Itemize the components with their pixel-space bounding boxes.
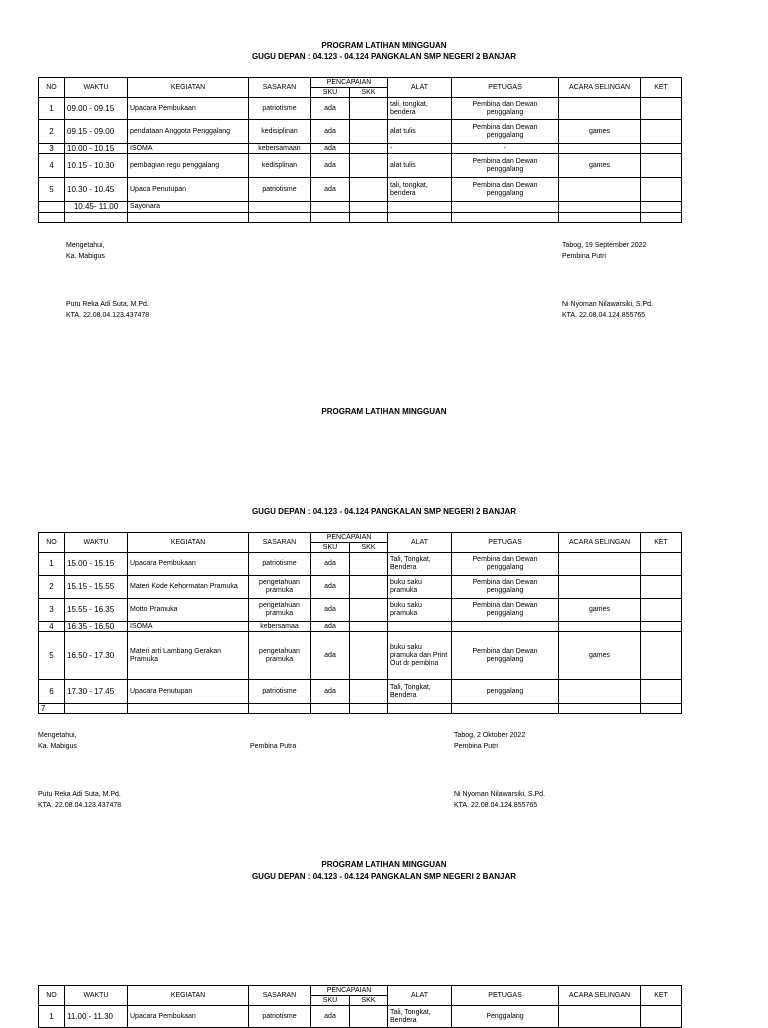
section2-sign-middle [250,741,296,752]
sign-right-kta: KTA. 22.08.04.124.855765 [562,312,646,319]
cell-sku: ada [311,599,350,622]
cell-no: 6 [39,680,65,704]
cell-ket [641,622,682,632]
cell-kegiatan: pendataan Anggota Penggalang [128,120,249,144]
cell-petugas [452,202,559,213]
cell-kegiatan: Upacara Pembukaan [128,553,249,576]
cell-petugas: Pembina dan Dewan penggalang [452,178,559,202]
header-pencapaian: PENCAPAIAN [311,986,388,996]
cell-no [39,202,65,213]
table-row [39,704,682,714]
cell-ket [641,202,682,213]
table-row [39,680,682,704]
table-row [39,178,682,202]
cell-petugas: Pembina dan Dewan penggalang [452,120,559,144]
cell-ket [641,144,682,154]
cell-waktu: 10.00 - 10.15 [65,144,128,154]
sign-left-kta: KTA. 22.08.04.123.437478 [38,802,122,809]
cell-alat: - [388,144,452,154]
table-row [39,553,682,576]
cell-acara [559,144,641,154]
table-row [39,622,682,632]
cell-sasaran [249,704,311,714]
cell-ket [641,120,682,144]
cell-acara [559,622,641,632]
cell-kegiatan: pembagian regu penggalang [128,154,249,178]
section1-title: PROGRAM LATIHAN MINGGUAN [321,41,447,50]
cell-petugas: Pembina dan Dewan penggalang [452,98,559,120]
table-row [39,576,682,599]
schedule-table-1 [38,77,682,223]
cell-acara [559,704,641,714]
cell-no: 1 [39,1006,65,1028]
cell-no: 4 [39,154,65,178]
cell-ket [641,704,682,714]
header-pencapaian: PENCAPAIAN [311,78,388,88]
table-row [39,98,682,120]
cell-kegiatan: Upaca Penutupan [128,178,249,202]
cell-sasaran: kedisplinan [249,154,311,178]
cell-sku: ada [311,632,350,680]
cell-sku: ada [311,553,350,576]
cell-skk [350,1006,388,1028]
cell-alat: Tali, Tongkat, Bendera [388,553,452,576]
cell-sku: ada [311,1006,350,1028]
cell-sku: ada [311,98,350,120]
sign-right-label2: Pembina Putri [454,743,498,750]
header-waktu: WAKTU [65,78,128,98]
cell-ket [641,98,682,120]
header-waktu: WAKTU [65,986,128,1006]
cell-sasaran: patriotisme [249,178,311,202]
sign-middle-label: Pembina Putra [250,743,297,750]
header-sku: SKU [311,88,350,98]
section2-sign-left-name [38,789,121,811]
cell-sku: ada [311,178,350,202]
cell-sasaran: pengetahuan pramuka [249,599,311,622]
header-alat: ALAT [388,533,452,553]
cell-waktu: 09.15 - 09.00 [65,120,128,144]
cell-petugas [452,622,559,632]
sign-right-name: Ni Nyoman Nilawarsiki, S.Pd. [562,301,654,308]
cell-ket [641,680,682,704]
cell-acara [559,98,641,120]
cell-kegiatan: ISOMA [128,144,249,154]
table-row [39,202,682,213]
cell-acara [559,680,641,704]
cell-waktu: 11.00 - 11.30 [65,1006,128,1028]
cell-acara: games [559,120,641,144]
cell-acara [559,553,641,576]
header-acara: ACARA SELINGAN [559,78,641,98]
header-skk: SKK [350,543,388,553]
cell-no: 4 [39,622,65,632]
cell-ket [641,632,682,680]
cell-ket [641,1006,682,1028]
section3-title: PROGRAM LATIHAN MINGGUAN [321,860,447,869]
cell-sasaran: kedisiplinan [249,120,311,144]
header-skk: SKK [350,996,388,1006]
sign-left-label1: Mengetahui, [38,732,77,739]
cell-alat: Tali, Tongkat, Bendera [388,680,452,704]
cell-ket [641,154,682,178]
cell-kegiatan: Materi arti Lambang Gerakan Pramuka [128,632,249,680]
section2-subtitle: GUGU DEPAN : 04.123 - 04.124 PANGKALAN SMP NEGERI 2 BANJAR [251,507,517,516]
cell-sku: ada [311,622,350,632]
sign-right-label1: Tabog, 19 September 2022 [562,242,647,249]
cell-sku: ada [311,680,350,704]
header-no: NO [39,533,65,553]
header-petugas: PETUGAS [452,533,559,553]
cell-kegiatan: Upacara Pembukaan [128,98,249,120]
cell-alat [388,704,452,714]
table-row [39,599,682,622]
cell-alat: Tali, Tongkat, Bendera [388,1006,452,1028]
cell-ket [641,213,682,223]
cell-waktu: 10.45- 11.00 [65,202,128,213]
cell-alat: tali, tongkat, bendera [388,98,452,120]
cell-sku [311,202,350,213]
cell-sku [311,213,350,223]
section2-sign-left [38,730,77,752]
cell-sasaran: patriotisme [249,98,311,120]
header-sasaran: SASARAN [249,986,311,1006]
cell-waktu: 15.15 - 15.55 [65,576,128,599]
header-ket: KET [641,986,682,1006]
table-row [39,632,682,680]
cell-kegiatan: Upacara Penutupan [128,680,249,704]
cell-acara [559,213,641,223]
cell-skk [350,202,388,213]
cell-skk [350,622,388,632]
header-petugas: PETUGAS [452,78,559,98]
table-header-row [39,533,682,543]
header-sku: SKU [311,543,350,553]
sign-left-label2: Ka. Mabigus [38,743,77,750]
cell-acara: games [559,632,641,680]
section1-sign-right-name [562,299,653,321]
cell-alat: buku saku pramuka [388,599,452,622]
sign-right-label2: Pembina Putri [562,253,606,260]
table-row [39,120,682,144]
cell-skk [350,120,388,144]
section1-subtitle: GUGU DEPAN : 04.123 - 04.124 PANGKALAN SMP NEGERI 2 BANJAR [251,52,517,61]
header-alat: ALAT [388,78,452,98]
cell-skk [350,178,388,202]
cell-petugas: Pembina dan Dewan penggalang [452,154,559,178]
cell-waktu: 15.55 - 16.35 [65,599,128,622]
cell-kegiatan [128,213,249,223]
cell-acara [559,1006,641,1028]
header-alat: ALAT [388,986,452,1006]
cell-no: 1 [39,553,65,576]
cell-acara [559,178,641,202]
section3-subtitle: GUGU DEPAN : 04.123 - 04.124 PANGKALAN SMP NEGERI 2 BANJAR [251,872,517,881]
cell-skk [350,213,388,223]
cell-no: 1 [39,98,65,120]
header-pencapaian: PENCAPAIAN [311,533,388,543]
cell-acara: games [559,154,641,178]
cell-sasaran [249,202,311,213]
cell-sasaran: patriotisme [249,553,311,576]
header-no: NO [39,986,65,1006]
sign-right-kta: KTA. 22.08.04.124.855765 [454,802,538,809]
cell-waktu: 10.30 - 10.45 [65,178,128,202]
sign-left-name: Putu Reka Adi Suta, M.Pd. [38,791,121,798]
section2-title: PROGRAM LATIHAN MINGGUAN [321,407,447,416]
cell-no: 2 [39,120,65,144]
cell-waktu: 15.00 - 15.15 [65,553,128,576]
sign-left-kta: KTA. 22.08.04.123.437478 [66,312,150,319]
section2-sign-right-name [454,789,545,811]
schedule-table-2 [38,532,682,714]
cell-waktu: 10.15 - 10.30 [65,154,128,178]
cell-waktu: 17.30 - 17.45 [65,680,128,704]
cell-skk [350,680,388,704]
cell-kegiatan: Motto Pramuka [128,599,249,622]
cell-skk [350,632,388,680]
cell-kegiatan: Upacara Pembukaan [128,1006,249,1028]
cell-petugas: Pembina dan Dewan penggalang [452,599,559,622]
header-acara: ACARA SELINGAN [559,533,641,553]
cell-no [39,213,65,223]
cell-alat: tali, tongkat, bendera [388,178,452,202]
cell-no: 2 [39,576,65,599]
cell-skk [350,704,388,714]
cell-no: 5 [39,632,65,680]
cell-petugas [452,213,559,223]
cell-sasaran: kebersamaa [249,622,311,632]
cell-petugas: Pembina dan Dewan penggalang [452,576,559,599]
cell-petugas: Pembina dan Dewan penggalang [452,553,559,576]
header-petugas: PETUGAS [452,986,559,1006]
header-sku: SKU [311,996,350,1006]
sign-left-name: Putu Reka Adi Suta, M.Pd. [66,301,149,308]
cell-waktu: 16.50 - 17.30 [65,632,128,680]
cell-alat [388,622,452,632]
cell-alat: alat tulis [388,120,452,144]
cell-kegiatan: ISOMA [128,622,249,632]
header-sasaran: SASARAN [249,78,311,98]
cell-ket [641,576,682,599]
cell-petugas: - [452,144,559,154]
cell-ket [641,178,682,202]
cell-sasaran: pengetahuan pramuka [249,576,311,599]
section2-sign-right [454,730,525,752]
table-row [39,144,682,154]
cell-waktu: 09.00 - 09.15 [65,98,128,120]
cell-alat [388,213,452,223]
cell-kegiatan [128,704,249,714]
header-waktu: WAKTU [65,533,128,553]
cell-sasaran [249,213,311,223]
cell-acara [559,202,641,213]
cell-skk [350,154,388,178]
section1-sign-right [562,240,646,262]
cell-no: 7 [39,704,65,714]
table-row [39,154,682,178]
table-row [39,1006,682,1028]
sign-right-label1: Tabog, 2 Oktober 2022 [454,732,526,739]
header-no: NO [39,78,65,98]
header-skk: SKK [350,88,388,98]
cell-alat [388,202,452,213]
cell-no: 3 [39,144,65,154]
cell-petugas: Pembina dan Dewan penggalang [452,632,559,680]
sign-left-label1: Mengetahui, [66,242,105,249]
header-ket: KET [641,78,682,98]
cell-no: 3 [39,599,65,622]
header-sasaran: SASARAN [249,533,311,553]
cell-sasaran: patriotisme [249,680,311,704]
cell-petugas [452,704,559,714]
cell-skk [350,144,388,154]
cell-petugas: Penggalang [452,1006,559,1028]
schedule-table-3 [38,985,682,1028]
cell-alat: buku saku pramuka dan Print Out dr pembina [388,632,452,680]
cell-kegiatan: Materi Kode Kehormatan Pramuka [128,576,249,599]
cell-skk [350,599,388,622]
cell-sku: ada [311,576,350,599]
table-row [39,213,682,223]
cell-waktu: 16.35 - 16.50 [65,622,128,632]
cell-sku: ada [311,144,350,154]
table-header-row [39,986,682,996]
cell-kegiatan: Sayonara [128,202,249,213]
cell-sku: ada [311,154,350,178]
header-kegiatan: KEGIATAN [128,78,249,98]
cell-ket [641,599,682,622]
cell-petugas: penggalang [452,680,559,704]
section1-sign-left-name [66,299,149,321]
cell-skk [350,98,388,120]
cell-skk [350,576,388,599]
cell-sku: ada [311,120,350,144]
cell-no: 5 [39,178,65,202]
sign-right-name: Ni Nyoman Nilawarsiki, S.Pd. [454,791,546,798]
cell-waktu [65,704,128,714]
section1-sign-left [66,240,105,262]
header-ket: KET [641,533,682,553]
cell-ket [641,553,682,576]
cell-skk [350,553,388,576]
cell-alat: alat tulis [388,154,452,178]
header-kegiatan: KEGIATAN [128,533,249,553]
sign-left-label2: Ka. Mabigus [66,253,105,260]
cell-alat: buku saku pramuka [388,576,452,599]
header-kegiatan: KEGIATAN [128,986,249,1006]
table-header-row [39,78,682,88]
cell-acara: games [559,599,641,622]
cell-waktu [65,213,128,223]
cell-acara [559,576,641,599]
header-acara: ACARA SELINGAN [559,986,641,1006]
cell-sasaran: patriotisme [249,1006,311,1028]
cell-sku [311,704,350,714]
cell-sasaran: pengetahuan pramuka [249,632,311,680]
cell-sasaran: kebersamaan [249,144,311,154]
